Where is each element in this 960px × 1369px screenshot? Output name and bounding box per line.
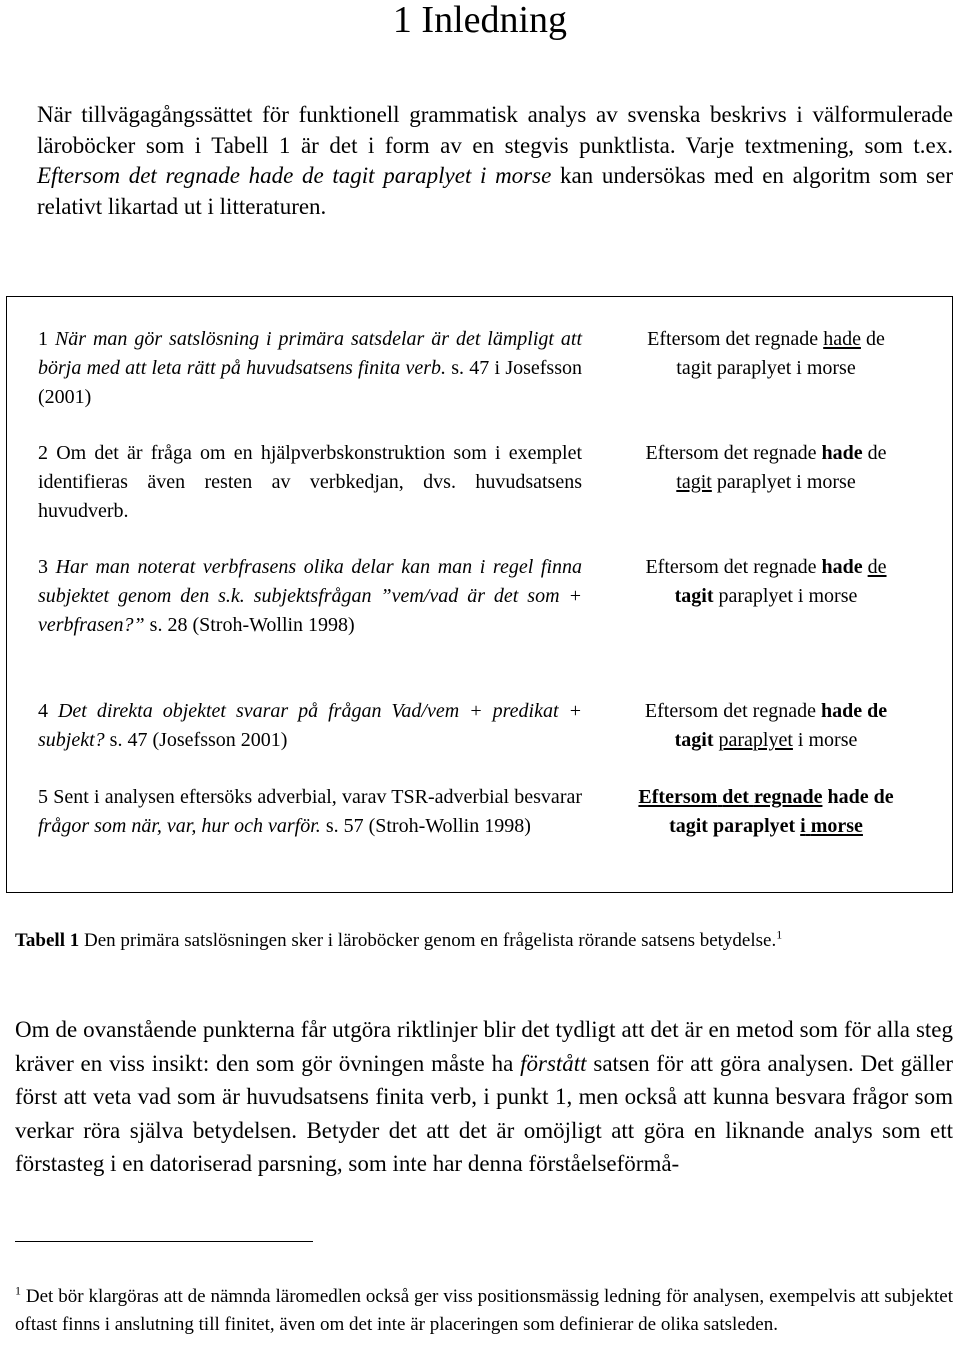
step-1-source: s. 47 i Josefsson (2001) <box>38 357 582 408</box>
step-5: 5 Sent i analysen eftersöks adverbial, varav TSR-adverbial besvarar frågor som när, var, hur och varför. s. 57 (Stroh-Wollin 1998) <box>38 786 583 837</box>
example-2: Eftersom det regnade hade de tagit paraplyet i morse <box>645 442 887 493</box>
footnote-number: 1 <box>15 1283 21 1298</box>
step-5-instruction: Sent i analysen eftersöks adverbial, varav TSR-adverbial besvarar <box>53 786 583 808</box>
footnote-ref[interactable]: 1 <box>776 927 783 942</box>
step-3-source: s. 28 (Stroh-Wollin 1998) <box>144 614 355 636</box>
highlight-adverbial-2: i morse <box>800 815 863 837</box>
intro-example-sentence: Eftersom det regnade hade de tagit paraplyet i morse <box>37 163 552 188</box>
section-heading: 1 Inledning <box>392 0 568 41</box>
step-5-questions: frågor som när, var, hur och varför. <box>38 815 321 837</box>
step-2-instruction: Om det är fråga om en hjälpverbskonstruktion som i exemplet identifieras även resten av verbkedjan, dvs. huvudsatsens huvudverb. <box>38 442 583 522</box>
example-5: Eftersom det regnade hade de tagit paraplyet i morse <box>638 786 894 837</box>
intro-text: När tillvägagångssättet för funktionell grammatisk analys av svenska beskrivs i välformulerade läroböcker som i Tabell 1 är det i form av en stegvis punktlista. Varje textmening, som t.ex. <box>37 102 953 158</box>
caption-text: Den primära satslösningen sker i läroböcker genom en frågelista rörande satsens betydelse. <box>79 930 777 951</box>
step-3-instruction: Har man noterat verbfrasens olika delar kan man i regel finna subjektet genom den s.k. subjektsfrågan ”vem/vad är det som + verbfrasen?” <box>38 556 583 636</box>
footnote-text: Det bör klargöras att de nämnda läromedlen också ger viss positionsmässig ledning för analysen, exempelvis att subjektet oftast finns i anslutning till finitet, även om det inte är placeringen som definierar de olika satsleden. <box>15 1286 953 1335</box>
body-emphasis: förstått <box>520 1050 587 1076</box>
example-3: Eftersom det regnade hade de tagit paraplyet i morse <box>645 556 887 607</box>
highlight-finite-verb: hade <box>823 328 861 350</box>
step-3: 3 Har man noterat verbfrasens olika delar kan man i regel finna subjektet genom den s.k. subjektsfrågan ”vem/vad är det som + verbfrasen?” s. 28 (Stroh-Wollin 1998) <box>38 556 583 636</box>
highlight-subject: de <box>867 556 887 578</box>
highlight-adverbial-1: Eftersom det regnade <box>638 786 823 808</box>
highlight-object: paraplyet <box>718 729 793 751</box>
body-paragraph: Om de ovanstående punkterna får utgöra riktlinjer blir det tydligt att det är en metod som för alla steg kräver en viss insikt: den som gör övningen måste ha förstått satsen för att göra analysen. Det gäller först att veta vad som är huvudsatsens finita verb, i punkt 1, men också att kunna besvara frågor som verkar röra själva betydelsen. Betyder det att det är omöjligt att göra en liknande analys som ett förstasteg i en datoriserad parsning, som inte har denna förståelseförmå- <box>15 1017 953 1176</box>
intro-paragraph <box>37 100 953 222</box>
step-1: 1 När man gör satslösning i primära satsdelar är det lämpligt att börja med att leta rätt på huvudsatsens finita verb. s. 47 i Josefsson (2001) <box>38 328 583 408</box>
step-5-source: s. 57 (Stroh-Wollin 1998) <box>320 815 531 837</box>
table-1 <box>6 296 953 893</box>
footnote-divider <box>15 1241 313 1242</box>
footnote-1 <box>15 1283 953 1339</box>
step-4-instruction: Det direkta objektet svarar på frågan Vad/vem + predikat + subjekt? <box>38 700 582 751</box>
example-4: Eftersom det regnade hade de tagit paraplyet i morse <box>644 700 888 751</box>
example-1: Eftersom det regnade hade de tagit paraplyet i morse <box>647 328 885 379</box>
intro-text-end: kan undersökas med en algoritm som ser relativt likartad ut i litteraturen. <box>37 163 953 219</box>
caption-label: Tabell 1 <box>15 930 80 951</box>
step-4: 4 Det direkta objektet svarar på frågan Vad/vem + predikat + subjekt? s. 47 (Josefsson 2001) <box>38 700 582 751</box>
step-1-instruction: När man gör satslösning i primära satsdelar är det lämpligt att börja med att leta rätt på huvudsatsens finita verb. <box>38 328 583 379</box>
highlight-main-verb: tagit <box>676 471 712 493</box>
table-caption <box>15 927 953 954</box>
step-2: 2 Om det är fråga om en hjälpverbskonstruktion som i exemplet identifieras även resten av verbkedjan, dvs. huvudsatsens huvudverb. <box>38 442 583 522</box>
step-4-source: s. 47 (Josefsson 2001) <box>104 729 288 751</box>
